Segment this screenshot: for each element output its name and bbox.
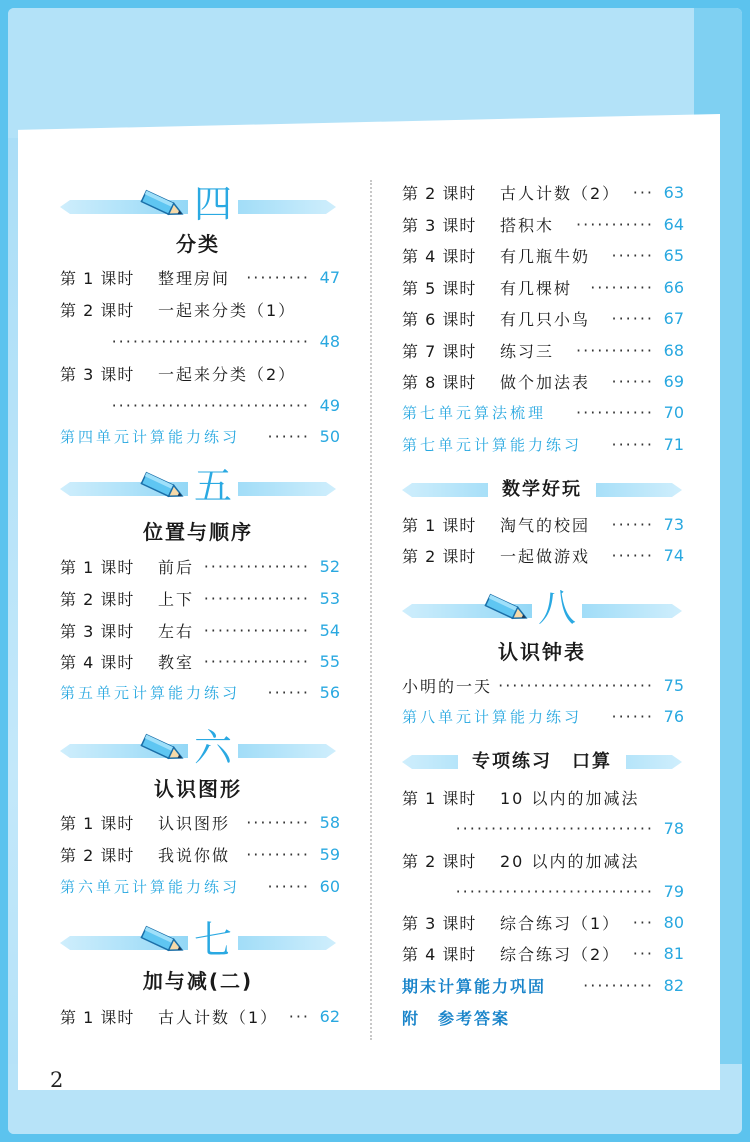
entry-title: 教室	[158, 652, 195, 672]
entry-title: 第六单元计算能力练习	[60, 877, 241, 896]
unit-number: 六	[188, 724, 238, 772]
lesson-number: 第 1 课时	[60, 557, 135, 577]
toc-entry[interactable]	[60, 552, 340, 580]
toc-entry[interactable]	[60, 840, 340, 868]
toc-entry[interactable]	[60, 295, 340, 323]
toc-entry[interactable]	[60, 422, 340, 450]
leader-dots: ······	[267, 426, 310, 446]
entry-title: 一起来分类（1）	[158, 300, 297, 320]
toc-entry[interactable]	[60, 391, 340, 419]
page-ref: 81	[663, 943, 684, 963]
lesson-number: 第 1 课时	[60, 1007, 135, 1027]
entry-title: 有几棵树	[500, 278, 573, 298]
page-ref: 80	[663, 912, 684, 932]
toc-entry[interactable]	[60, 616, 340, 644]
page-ref: 64	[663, 214, 684, 234]
section-title: 认识图形	[154, 777, 242, 801]
page-ref: 70	[663, 402, 684, 422]
leader-dots: ····························	[111, 395, 310, 415]
leader-dots: ······	[611, 706, 654, 726]
toc-entry[interactable]	[60, 327, 340, 355]
leader-dots: ······	[611, 514, 654, 534]
leader-dots: ···	[632, 943, 654, 963]
toc-entry[interactable]	[60, 647, 340, 675]
entry-title: 有几瓶牛奶	[500, 246, 591, 266]
lesson-number: 第 3 课时	[402, 215, 477, 235]
toc-entry[interactable]	[402, 877, 684, 905]
page-ref: 47	[319, 267, 340, 287]
lesson-number: 第 2 课时	[402, 546, 477, 566]
unit-number: 七	[188, 916, 238, 964]
toc-entry[interactable]	[402, 846, 684, 874]
leader-dots: ····························	[455, 818, 654, 838]
unit-header	[60, 726, 336, 770]
lesson-number: 第 1 课时	[60, 813, 135, 833]
page-ref: 60	[319, 876, 340, 896]
lesson-number: 第 2 课时	[60, 845, 135, 865]
entry-title: 第八单元计算能力练习	[402, 707, 583, 726]
leader-dots: ······················	[498, 675, 654, 695]
pencil-icon	[138, 470, 188, 504]
toc-entry[interactable]	[402, 398, 684, 426]
pencil-icon	[138, 188, 188, 222]
leader-dots: ···	[288, 1006, 310, 1026]
toc-entry[interactable]	[402, 178, 684, 206]
page-ref: 73	[663, 514, 684, 534]
entry-title: 一起来分类（2）	[158, 364, 297, 384]
lesson-number: 第 3 课时	[402, 913, 477, 933]
toc-entry[interactable]	[60, 263, 340, 291]
section-title: 分类	[176, 232, 220, 256]
page-ref: 54	[319, 620, 340, 640]
entry-title: 认识图形	[158, 813, 231, 833]
page-ref: 76	[663, 706, 684, 726]
toc-entry[interactable]	[60, 1002, 340, 1030]
page-number: 2	[50, 1068, 64, 1092]
page-ref: 55	[319, 651, 340, 671]
page-ref: 82	[663, 975, 684, 995]
toc-entry[interactable]	[402, 304, 684, 332]
lesson-number: 第 2 课时	[60, 300, 135, 320]
toc-entry[interactable]	[402, 241, 684, 269]
lesson-number: 第 1 课时	[402, 515, 477, 535]
unit-number: 八	[532, 584, 582, 632]
lesson-number: 第 5 课时	[402, 278, 477, 298]
page-ref: 53	[319, 588, 340, 608]
page-ref: 49	[319, 395, 340, 415]
leader-dots: ······	[611, 434, 654, 454]
page-ref: 50	[319, 426, 340, 446]
toc-entry[interactable]	[402, 671, 684, 699]
toc-entry[interactable]	[60, 584, 340, 612]
page-ref: 65	[663, 245, 684, 265]
leader-dots: ·········	[246, 844, 310, 864]
page-ref: 62	[319, 1006, 340, 1026]
unit-number: 五	[188, 462, 238, 510]
page-ref: 52	[319, 556, 340, 576]
entry-title: 搭积木	[500, 215, 555, 235]
entry-title: 期末计算能力巩固	[402, 976, 547, 996]
entry-title: 淘气的校园	[500, 515, 591, 535]
page-ref: 66	[663, 277, 684, 297]
page-ref: 78	[663, 818, 684, 838]
unit-number: 四	[188, 180, 238, 228]
toc-entry[interactable]	[402, 336, 684, 364]
pencil-icon	[138, 732, 188, 766]
entry-title: 一起做游戏	[500, 546, 591, 566]
lesson-number: 第 1 课时	[402, 788, 477, 808]
lesson-number: 第 7 课时	[402, 341, 477, 361]
leader-dots: ···········	[576, 340, 654, 360]
leader-dots: ···············	[203, 588, 310, 608]
toc-entry[interactable]	[402, 971, 684, 999]
lesson-number: 第 4 课时	[402, 944, 477, 964]
toc-entry[interactable]	[60, 872, 340, 900]
toc-entry[interactable]	[402, 541, 684, 569]
entry-title: 整理房间	[158, 268, 231, 288]
entry-title: 第七单元算法梳理	[402, 403, 547, 422]
toc-entry[interactable]	[402, 939, 684, 967]
leader-dots: ·········	[246, 812, 310, 832]
pencil-icon	[482, 592, 532, 626]
page-ref: 63	[663, 182, 684, 202]
leader-dots: ······	[611, 308, 654, 328]
leader-dots: ······	[267, 876, 310, 896]
lesson-number: 第 6 课时	[402, 309, 477, 329]
page-ref: 56	[319, 682, 340, 702]
toc-entry[interactable]	[402, 510, 684, 538]
entry-title: 练习三	[500, 341, 555, 361]
toc-entry[interactable]	[402, 908, 684, 936]
leader-dots: ······	[611, 245, 654, 265]
leader-dots: ···············	[203, 651, 310, 671]
lesson-number: 第 2 课时	[402, 183, 477, 203]
entry-title: 第五单元计算能力练习	[60, 683, 241, 702]
leader-dots: ···············	[203, 620, 310, 640]
column-divider	[370, 180, 372, 1040]
leader-dots: ···	[632, 182, 654, 202]
page-ref: 71	[663, 434, 684, 454]
toc-entry[interactable]	[402, 210, 684, 238]
entry-title: 20 以内的加减法	[500, 851, 640, 871]
unit-header	[402, 586, 682, 630]
leader-dots: ······	[611, 545, 654, 565]
section-title: 加与减(二)	[142, 969, 254, 993]
unit-header	[60, 918, 336, 962]
toc-entry[interactable]	[402, 783, 684, 811]
leader-dots: ······	[267, 682, 310, 702]
unit-header	[60, 464, 336, 508]
leader-dots: ····························	[111, 331, 310, 351]
toc-entry[interactable]	[60, 808, 340, 836]
lesson-number: 第 8 课时	[402, 372, 477, 392]
section-title: 专项练习 口算	[458, 748, 626, 776]
section-banner	[402, 476, 682, 504]
section-title: 认识钟表	[498, 640, 586, 664]
entry-title: 第七单元计算能力练习	[402, 435, 583, 454]
leader-dots: ·········	[590, 277, 654, 297]
leader-dots: ·········	[246, 267, 310, 287]
toc-entry[interactable]	[60, 359, 340, 387]
lesson-number: 第 4 课时	[402, 246, 477, 266]
pencil-icon	[138, 924, 188, 958]
page-ref: 59	[319, 844, 340, 864]
leader-dots: ···········	[576, 402, 654, 422]
entry-title: 综合练习（1）	[500, 913, 621, 933]
page-ref: 68	[663, 340, 684, 360]
toc-entry[interactable]	[60, 678, 340, 706]
leader-dots: ···············	[203, 556, 310, 576]
section-title: 位置与顺序	[143, 520, 253, 544]
toc-entry[interactable]	[402, 702, 684, 730]
entry-title: 综合练习（2）	[500, 944, 621, 964]
page-ref: 67	[663, 308, 684, 328]
entry-title: 有几只小鸟	[500, 309, 591, 329]
toc-entry[interactable]	[402, 430, 684, 458]
entry-title: 我说你做	[158, 845, 231, 865]
entry-title: 做个加法表	[500, 372, 591, 392]
entry-title: 前后	[158, 557, 195, 577]
entry-title: 古人计数（2）	[500, 183, 621, 203]
leader-dots: ···········	[576, 214, 654, 234]
lesson-number: 第 2 课时	[60, 589, 135, 609]
leader-dots: ······	[611, 371, 654, 391]
entry-title: 小明的一天	[402, 676, 493, 696]
entry-title: 左右	[158, 621, 195, 641]
section-banner	[402, 748, 682, 776]
toc-entry[interactable]	[402, 367, 684, 395]
entry-title: 第四单元计算能力练习	[60, 427, 241, 446]
entry-title: 附 参考答案	[402, 1008, 511, 1028]
page-ref: 79	[663, 881, 684, 901]
lesson-number: 第 2 课时	[402, 851, 477, 871]
lesson-number: 第 3 课时	[60, 621, 135, 641]
toc-entry[interactable]	[402, 1003, 684, 1031]
page-ref: 75	[663, 675, 684, 695]
entry-title: 上下	[158, 589, 195, 609]
lesson-number: 第 1 课时	[60, 268, 135, 288]
leader-dots: ····························	[455, 881, 654, 901]
toc-entry[interactable]	[402, 273, 684, 301]
page-ref: 58	[319, 812, 340, 832]
section-title: 数学好玩	[488, 476, 596, 504]
page-ref: 74	[663, 545, 684, 565]
unit-header	[60, 182, 336, 226]
entry-title: 10 以内的加减法	[500, 788, 640, 808]
page-ref: 69	[663, 371, 684, 391]
entry-title: 古人计数（1）	[158, 1007, 279, 1027]
leader-dots: ··········	[583, 975, 654, 995]
lesson-number: 第 3 课时	[60, 364, 135, 384]
lesson-number: 第 4 课时	[60, 652, 135, 672]
toc-entry[interactable]	[402, 814, 684, 842]
page-ref: 48	[319, 331, 340, 351]
leader-dots: ···	[632, 912, 654, 932]
